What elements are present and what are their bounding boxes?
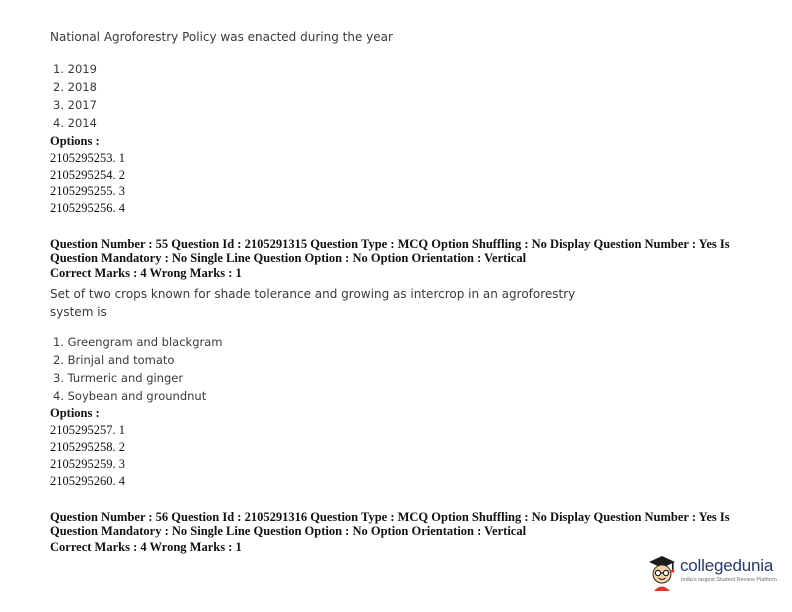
brand-name: collegedunia bbox=[680, 556, 774, 575]
answer-choice: 4. Soybean and groundnut bbox=[53, 389, 207, 403]
question-meta: Question Number : 55 Question Id : 2105291315 Question Type : MCQ Option Shuffling : No Display Question Number : Yes Is bbox=[50, 237, 730, 251]
answer-choice: 2. 2018 bbox=[53, 80, 97, 94]
option-code: 2105295260. 4 bbox=[50, 474, 125, 488]
answer-choice: 1. Greengram and blackgram bbox=[53, 335, 223, 349]
option-code: 2105295259. 3 bbox=[50, 457, 125, 471]
option-code: 2105295256. 4 bbox=[50, 201, 125, 215]
option-code: 2105295255. 3 bbox=[50, 184, 125, 198]
question-meta: Question Mandatory : No Single Line Question Option : No Option Orientation : Vertical bbox=[50, 524, 527, 538]
question-meta: Question Mandatory : No Single Line Question Option : No Option Orientation : Vertical bbox=[50, 251, 527, 265]
option-code: 2105295258. 2 bbox=[50, 440, 125, 454]
answer-choice: 3. 2017 bbox=[53, 98, 97, 112]
answer-choice: 1. 2019 bbox=[53, 62, 97, 76]
options-label: Options : bbox=[50, 134, 100, 148]
question-meta: Question Number : 56 Question Id : 2105291316 Question Type : MCQ Option Shuffling : No Display Question Number : Yes Is bbox=[50, 510, 730, 524]
answer-choice: 4. 2014 bbox=[53, 116, 97, 130]
question-text: Set of two crops known for shade tolerance and growing as intercrop in an agroforestry bbox=[50, 287, 576, 301]
marks-line: Correct Marks : 4 Wrong Marks : 1 bbox=[50, 266, 242, 280]
mascot-logo-icon bbox=[646, 555, 678, 591]
collegedunia-watermark bbox=[646, 553, 786, 593]
option-code: 2105295253. 1 bbox=[50, 151, 125, 165]
option-code: 2105295254. 2 bbox=[50, 168, 125, 182]
question-text: system is bbox=[50, 305, 107, 319]
option-code: 2105295257. 1 bbox=[50, 423, 125, 437]
answer-choice: 2. Brinjal and tomato bbox=[53, 353, 175, 367]
answer-choice: 3. Turmeric and ginger bbox=[53, 371, 184, 385]
options-label: Options : bbox=[50, 406, 100, 420]
brand-tagline: India's largest Student Review Platform bbox=[681, 577, 777, 583]
marks-line: Correct Marks : 4 Wrong Marks : 1 bbox=[50, 540, 242, 554]
question-text: National Agroforestry Policy was enacted during the year bbox=[50, 30, 393, 44]
